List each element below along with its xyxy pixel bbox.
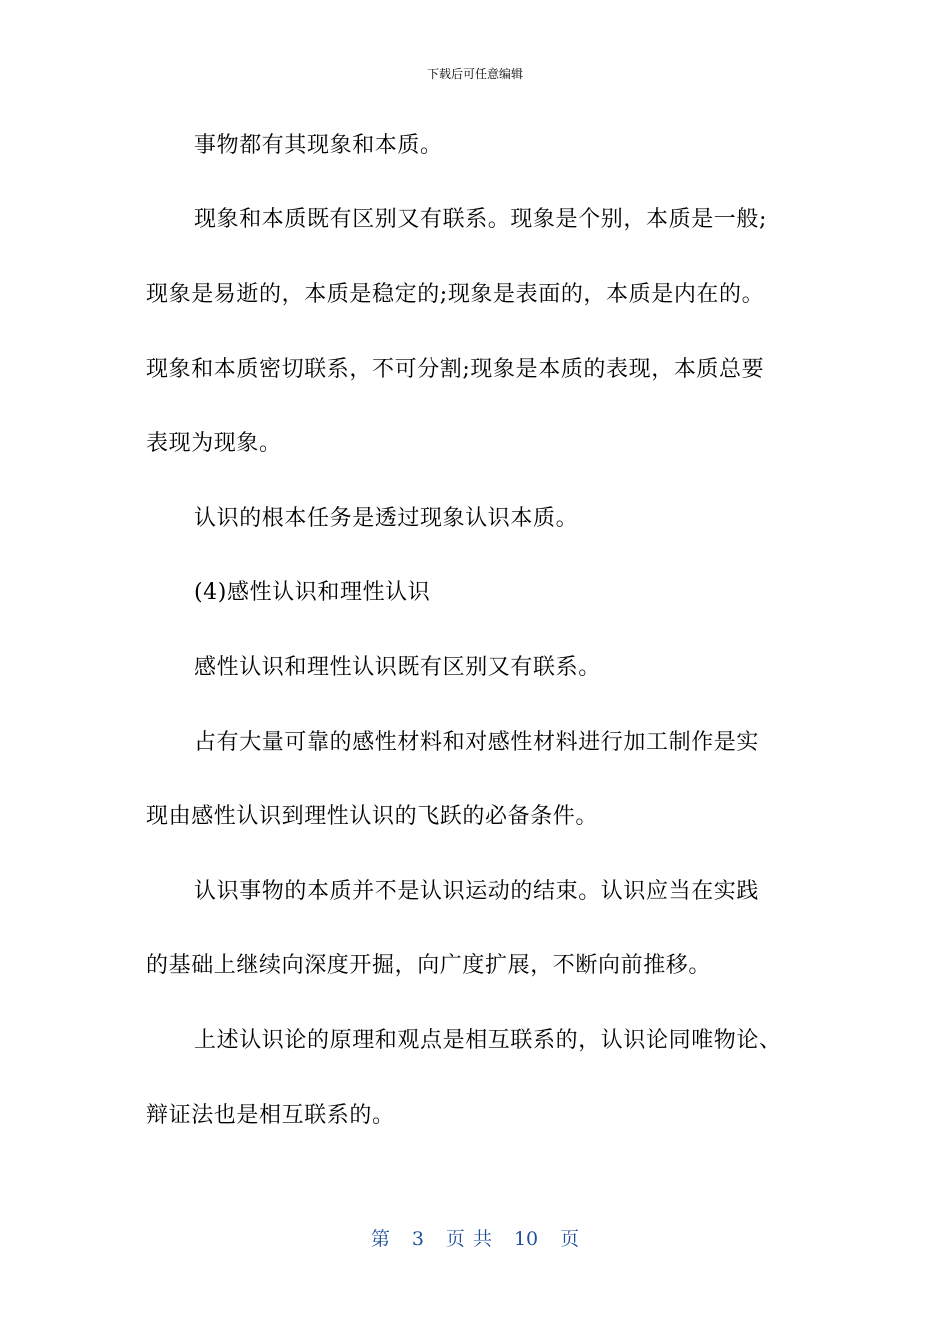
paragraph-line: 认识事物的本质并不是认识运动的结束。认识应当在实践 [194, 879, 760, 904]
section-heading: (4)感性认识和理性认识 [194, 580, 431, 605]
paragraph-line: 表现为现象。 [146, 431, 282, 456]
paragraph-line: 现由感性认识到理性认识的飞跃的必备条件。 [146, 804, 599, 829]
paragraph-line: 认识的根本任务是透过现象认识本质。 [194, 506, 579, 531]
paragraph-line: 现象和本质既有区别又有联系。现象是个别，本质是一般; [194, 207, 768, 232]
page-header: 下载后可任意编辑 [426, 67, 523, 81]
footer-suffix: 页 [560, 1228, 580, 1250]
paragraph-line: 现象和本质密切联系，不可分割;现象是本质的表现，本质总要 [146, 357, 765, 382]
paragraph-line: 辩证法也是相互联系的。 [146, 1103, 395, 1128]
paragraph-line: 的基础上继续向深度开掘，向广度扩展，不断向前推移。 [146, 953, 712, 978]
current-page-number: 3 [411, 1228, 424, 1250]
paragraph-line: 上述认识论的原理和观点是相互联系的，认识论同唯物论、 [194, 1028, 782, 1053]
footer-middle: 页 共 [445, 1228, 492, 1250]
footer-prefix: 第 [370, 1228, 390, 1250]
page-footer [0, 1226, 950, 1252]
total-pages-number: 10 [513, 1228, 539, 1250]
paragraph-line: 占有大量可靠的感性材料和对感性材料进行加工制作是实 [194, 730, 760, 755]
paragraph-line: 感性认识和理性认识既有区别又有联系。 [194, 655, 601, 680]
paragraph-line: 事物都有其现象和本质。 [194, 133, 443, 158]
paragraph-line: 现象是易逝的，本质是稳定的;现象是表面的，本质是内在的。 [146, 282, 765, 307]
